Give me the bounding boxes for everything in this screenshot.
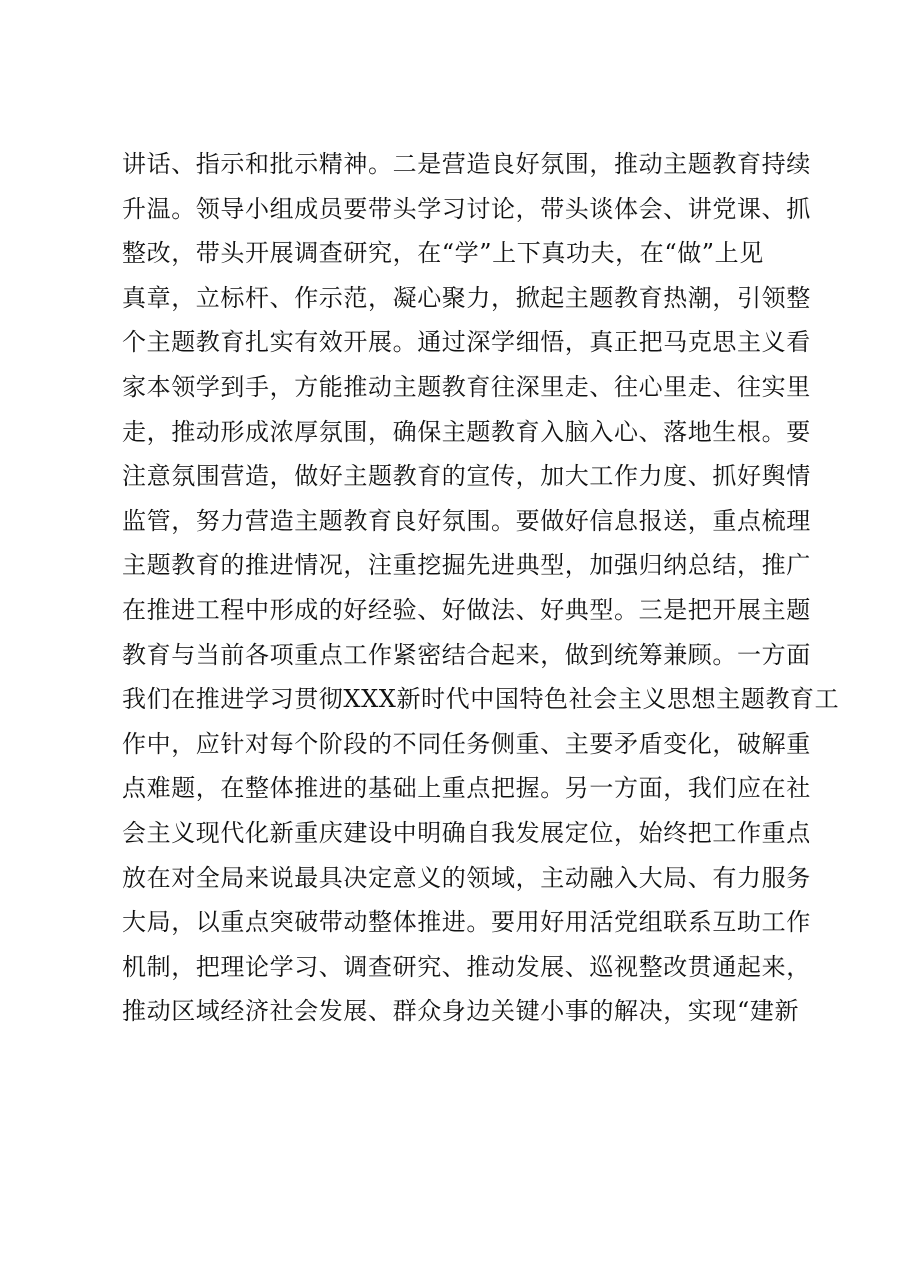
text-line: 家本领学到手，方能推动主题教育往深里走、往心里走、往实里 <box>122 372 811 401</box>
text-line: 真章，立标杆、作示范，凝心聚力，掀起主题教育热潮，引领整 <box>122 283 811 312</box>
text-line: 放在对全局来说最具决定意义的领域，主动融入大局、有力服务 <box>122 863 811 892</box>
text-line: 会主义现代化新重庆建设中明确自我发展定位，始终把工作重点 <box>122 818 811 847</box>
text-line: 大局，以重点突破带动整体推进。要用好用活党组联系互助工作 <box>122 908 811 937</box>
text-line: 整改，带头开展调查研究，在“学”上下真功夫，在“做”上见 <box>122 239 764 268</box>
text-line: 点难题，在整体推进的基础上重点把握。另一方面，我们应在社 <box>122 774 811 803</box>
text-line: 监管，努力营造主题教育良好氛围。要做好信息报送，重点梳理 <box>122 506 811 535</box>
text-line: 作中，应针对每个阶段的不同任务侧重、主要矛盾变化，破解重 <box>122 729 811 758</box>
body-text <box>122 142 840 1034</box>
text-line: 注意氛围营造，做好主题教育的宣传，加大工作力度、抓好舆情 <box>122 462 811 491</box>
text-line: 走，推动形成浓厚氛围，确保主题教育入脑入心、落地生根。要 <box>122 417 811 446</box>
text-line: 推动区域经济社会发展、群众身边关键小事的解决，实现“建新 <box>122 997 800 1026</box>
text-line: 个主题教育扎实有效开展。通过深学细悟，真正把马克思主义看 <box>122 328 811 357</box>
text-line: 教育与当前各项重点工作紧密结合起来，做到统筹兼顾。一方面 <box>122 640 811 669</box>
text-line: 在推进工程中形成的好经验、好做法、好典型。三是把开展主题 <box>122 595 811 624</box>
text-line: 升温。领导小组成员要带头学习讨论，带头谈体会、讲党课、抓 <box>122 194 811 223</box>
text-line: 机制，把理论学习、调查研究、推动发展、巡视整改贯通起来， <box>122 952 811 981</box>
text-line: 主题教育的推进情况，注重挖掘先进典型，加强归纳总结，推广 <box>122 551 811 580</box>
text-line: 讲话、指示和批示精神。二是营造良好氛围，推动主题教育持续 <box>122 150 811 178</box>
text-line: 我们在推进学习贯彻XXX新时代中国特色社会主义思想主题教育工 <box>122 685 840 714</box>
